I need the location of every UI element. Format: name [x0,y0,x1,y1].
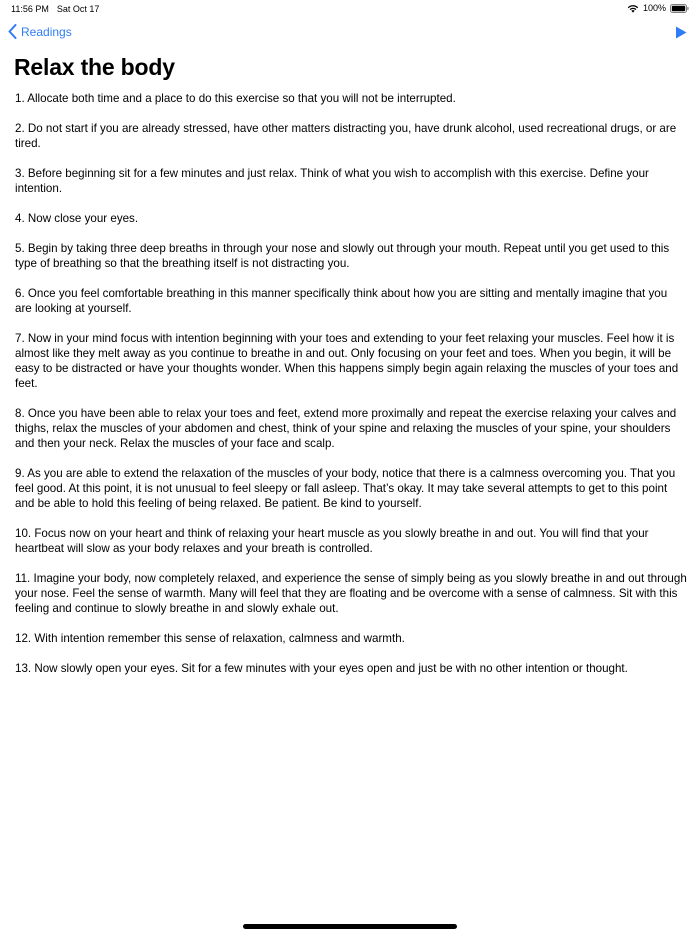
play-button[interactable] [675,26,687,39]
step-6: 6. Once you feel comfortable breathing in this manner specifically think about how you are sitting and mentally imagine that you are looking at yourself. [15,287,668,315]
step-10: 10. Focus now on your heart and think of relaxing your heart muscle as you slowly breathe in and out. You will find that your heartbeat will slow as your body relaxes and your breath is controlled. [15,527,649,555]
wifi-icon [627,4,639,13]
step-4: 4. Now close your eyes. [15,212,139,225]
back-button-label: Readings [21,24,72,39]
status-bar [0,0,700,18]
step-12: 12. With intention remember this sense of relaxation, calmness and warmth. [15,632,405,645]
status-right [627,3,689,13]
home-indicator[interactable] [243,924,457,929]
page-title: Relax the body [14,54,175,80]
step-3: 3. Before beginning sit for a few minutes and just relax. Think of what you wish to accomplish with this exercise. Define your intention. [15,167,649,195]
step-2: 2. Do not start if you are already stressed, have other matters distracting you, have drunk alcohol, used recreational drugs, or are tired. [15,122,677,150]
step-11: 11. Imagine your body, now completely relaxed, and experience the sense of simply being as you slowly breathe in and out through your nose. Feel the sense of warmth. Many will feel that they are floating and be overcome with a sense of calmness. Sit with this feeling and continue to slowly breathe in and slowly exhale out. [15,572,687,615]
step-1: 1. Allocate both time and a place to do this exercise so that you will not be interrupted. [15,92,456,105]
battery-percent: 100% [642,3,666,13]
step-5: 5. Begin by taking three deep breaths in through your nose and slowly out through your mouth. Repeat until you get used to this type of breathing so that the breathing itself is not distracting you. [15,242,670,270]
status-date: Sat Oct 17 [56,4,100,14]
status-time: 11:56 PM [11,4,49,14]
play-icon [675,26,687,39]
status-left [11,4,99,14]
nav-bar [0,22,700,46]
step-8: 8. Once you have been able to relax your toes and feet, extend more proximally and repeat the exercise relaxing your calves and thighs, relax the muscles of your abdomen and chest, think of your spine and relaxing the muscles of your spine, your shoulders and then your neck. Relax the muscles of your face and scalp. [15,407,677,450]
back-button[interactable] [8,24,72,39]
step-13: 13. Now slowly open your eyes. Sit for a few minutes with your eyes open and just be with no other intention or thought. [15,662,628,675]
reading-content [15,91,687,691]
step-9: 9. As you are able to extend the relaxation of the muscles of your body, notice that there is a calmness overcoming you. That you feel good. At this point, it is not unusual to feel sleepy or fall asleep. That’s okay. It may take several attempts to get to this point and be able to hold this feeling of being relaxed. Be patient. Be kind to yourself. [15,467,676,510]
chevron-left-icon [8,24,17,39]
battery-icon [670,4,689,13]
step-7: 7. Now in your mind focus with intention beginning with your toes and extending to your feet relaxing your muscles. Feel how it is almost like they melt away as you continue to breathe in and out. Only focusing on your feet and toes. When you begin, it will be easy to be distracted or have your thoughts wonder. When this happens simply begin again relaxing the muscles of your toes and feet. [15,332,679,390]
